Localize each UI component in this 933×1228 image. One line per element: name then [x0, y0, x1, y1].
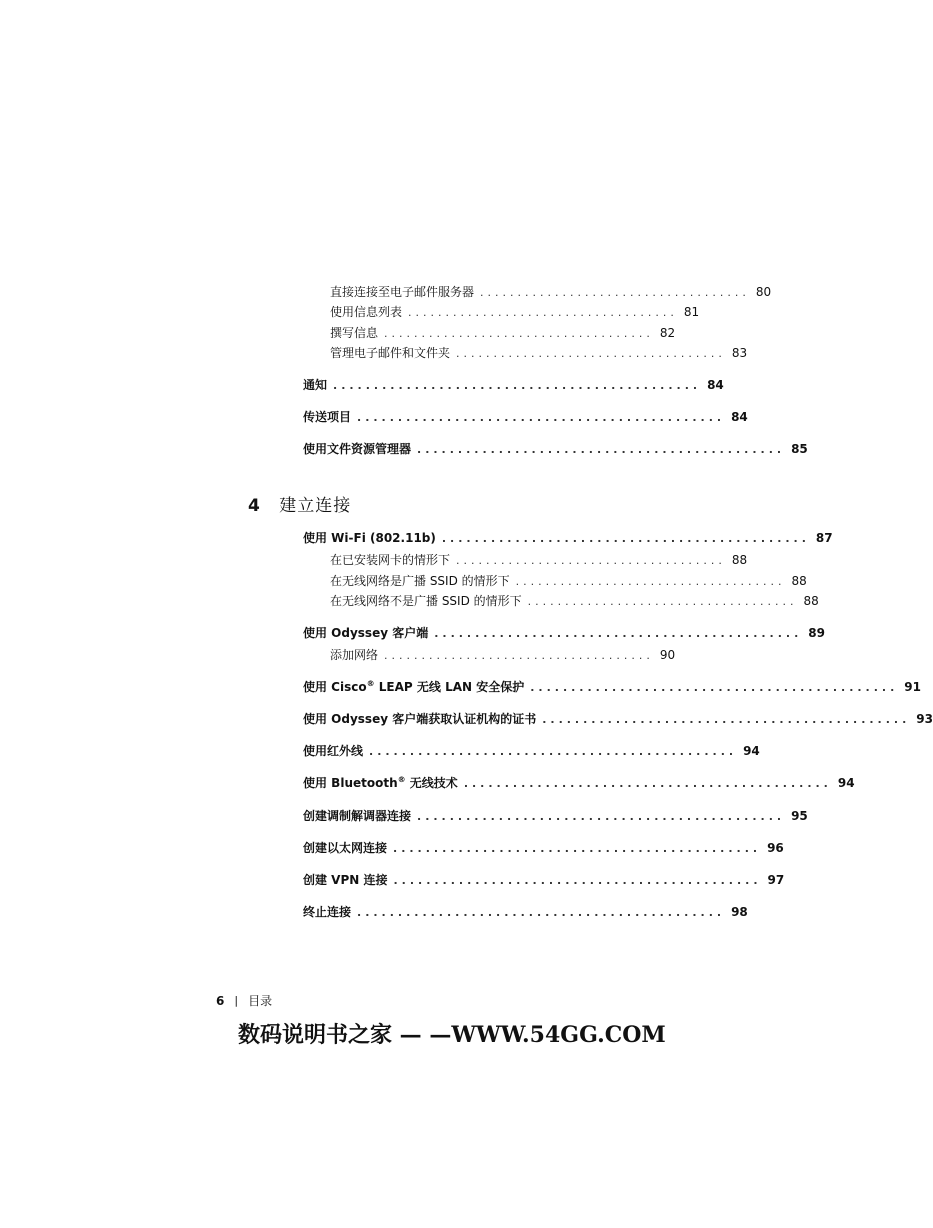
registered-mark: ®: [366, 679, 375, 688]
page-footer: [216, 992, 272, 1009]
toc-entry[interactable]: [303, 376, 724, 394]
toc-entry[interactable]: [330, 344, 748, 362]
footer-section: 目录: [248, 994, 273, 1008]
dot-leader: .............................................: [393, 874, 762, 887]
toc-entry[interactable]: [303, 839, 784, 857]
toc-entry-label: 管理电子邮件和文件夹: [330, 346, 451, 360]
toc-entry-page: 94: [743, 744, 760, 758]
registered-mark: ®: [397, 775, 406, 784]
dot-leader: .............................................: [393, 842, 762, 855]
toc-entry-page: 94: [837, 776, 855, 790]
dot-leader: ....................................: [456, 554, 726, 567]
toc-entry-page: 80: [755, 285, 772, 299]
toc-entry-page: 95: [791, 809, 808, 823]
toc-entry[interactable]: [330, 551, 748, 569]
dot-leader: ....................................: [480, 286, 750, 299]
toc-entry-label: 使用文件资源管理器: [303, 442, 412, 456]
dot-leader: .............................................: [333, 379, 702, 392]
toc-entry-label: 添加网络: [330, 648, 379, 662]
toc-entry-label: 传送项目: [303, 410, 352, 424]
toc-entry-page: 87: [815, 531, 833, 545]
toc-entry[interactable]: [303, 774, 855, 792]
toc-entry-label: 创建以太网连接: [303, 841, 388, 855]
toc-entry-page: 83: [731, 346, 748, 360]
dot-leader: .............................................: [417, 810, 786, 823]
toc-entry-page: 97: [767, 873, 785, 887]
toc-entry-page: 89: [808, 626, 825, 640]
toc-entry-page: 84: [731, 410, 748, 424]
toc-entry[interactable]: [330, 646, 676, 664]
toc-entry-page: 82: [659, 326, 676, 340]
footer-separator: |: [234, 994, 239, 1007]
toc-entry[interactable]: [330, 592, 819, 610]
dot-leader: ....................................: [408, 306, 678, 319]
toc-entry[interactable]: [330, 283, 772, 301]
dot-leader: ....................................: [384, 327, 654, 340]
toc-entry-page: 91: [904, 680, 921, 694]
chapter-number: 4: [248, 496, 260, 516]
dot-leader: .............................................: [357, 906, 726, 919]
toc-entry[interactable]: [303, 440, 808, 458]
toc-entry-page: 88: [803, 594, 819, 608]
toc-entry-label: 在无线网络不是广播 SSID 的情形下: [330, 594, 522, 608]
dot-leader: .............................................: [441, 532, 810, 545]
toc-entry[interactable]: [303, 807, 808, 825]
toc-entry-label: 使用信息列表: [330, 305, 403, 319]
toc-entry[interactable]: [303, 408, 748, 426]
toc-entry-label: 使用 Wi-Fi (802.11b): [303, 531, 436, 545]
toc-entry-label: 使用红外线: [303, 744, 364, 758]
toc-entry-label: 在无线网络是广播 SSID 的情形下: [330, 574, 510, 588]
label-part: 使用 Bluetooth: [303, 776, 398, 790]
label-part: 无线技术: [405, 776, 458, 790]
dot-leader: .............................................: [434, 627, 803, 640]
dot-leader: .............................................: [463, 777, 832, 790]
toc-entry-page: 98: [731, 905, 748, 919]
toc-entry[interactable]: [303, 529, 833, 547]
toc-entry-page: 90: [659, 648, 676, 662]
toc-entry[interactable]: [303, 742, 760, 760]
dot-leader: .............................................: [357, 411, 726, 424]
dot-leader: .............................................: [542, 713, 911, 726]
toc-entry-label: [303, 678, 524, 695]
label-part: 使用 Cisco: [303, 680, 367, 694]
toc-entry[interactable]: [330, 324, 676, 342]
toc-entry-label: 使用 Odyssey 客户端获取认证机构的证书: [303, 712, 537, 726]
toc-entry[interactable]: [330, 572, 807, 590]
toc-entry-page: 85: [791, 442, 808, 456]
dot-leader: .............................................: [530, 681, 899, 694]
toc-entry[interactable]: [303, 624, 825, 642]
toc-entry-label: 创建 VPN 连接: [303, 873, 388, 887]
toc-entry-label: 创建调制解调器连接: [303, 809, 412, 823]
toc-entry[interactable]: [303, 903, 748, 921]
toc-entry-label: 使用 Odyssey 客户端: [303, 626, 429, 640]
toc-entry-page: 88: [731, 553, 748, 567]
toc-entry-page: 96: [767, 841, 784, 855]
toc-entry-label: 终止连接: [303, 905, 352, 919]
page-number: 6: [216, 993, 225, 1008]
dot-leader: .............................................: [369, 745, 738, 758]
chapter-title: 建立连接: [279, 496, 352, 516]
dot-leader: .............................................: [417, 443, 786, 456]
toc-entry-page: 88: [791, 574, 807, 588]
dot-leader: ....................................: [527, 595, 798, 608]
toc-entry[interactable]: [303, 871, 785, 889]
toc-entry-label: 撰写信息: [330, 326, 379, 340]
toc-entry[interactable]: [303, 710, 933, 728]
dot-leader: ....................................: [456, 347, 726, 360]
label-part: LEAP 无线 LAN 安全保护: [374, 680, 525, 694]
toc-entry-label: 直接连接至电子邮件服务器: [330, 285, 475, 299]
watermark-text: 数码说明书之家 — —WWW.54GG.COM: [238, 1022, 666, 1048]
toc-entry-page: 93: [916, 712, 933, 726]
toc-entry-label: 通知: [303, 378, 328, 392]
toc-entry[interactable]: [303, 678, 921, 696]
dot-leader: ....................................: [384, 649, 654, 662]
toc-entry-label: 在已安装网卡的情形下: [330, 553, 451, 567]
dot-leader: ....................................: [515, 575, 786, 588]
chapter-heading: [248, 491, 351, 516]
toc-entry-label: [303, 774, 458, 791]
toc-entry-page: 81: [683, 305, 700, 319]
toc-entry[interactable]: [330, 303, 700, 321]
toc-entry-page: 84: [707, 378, 724, 392]
